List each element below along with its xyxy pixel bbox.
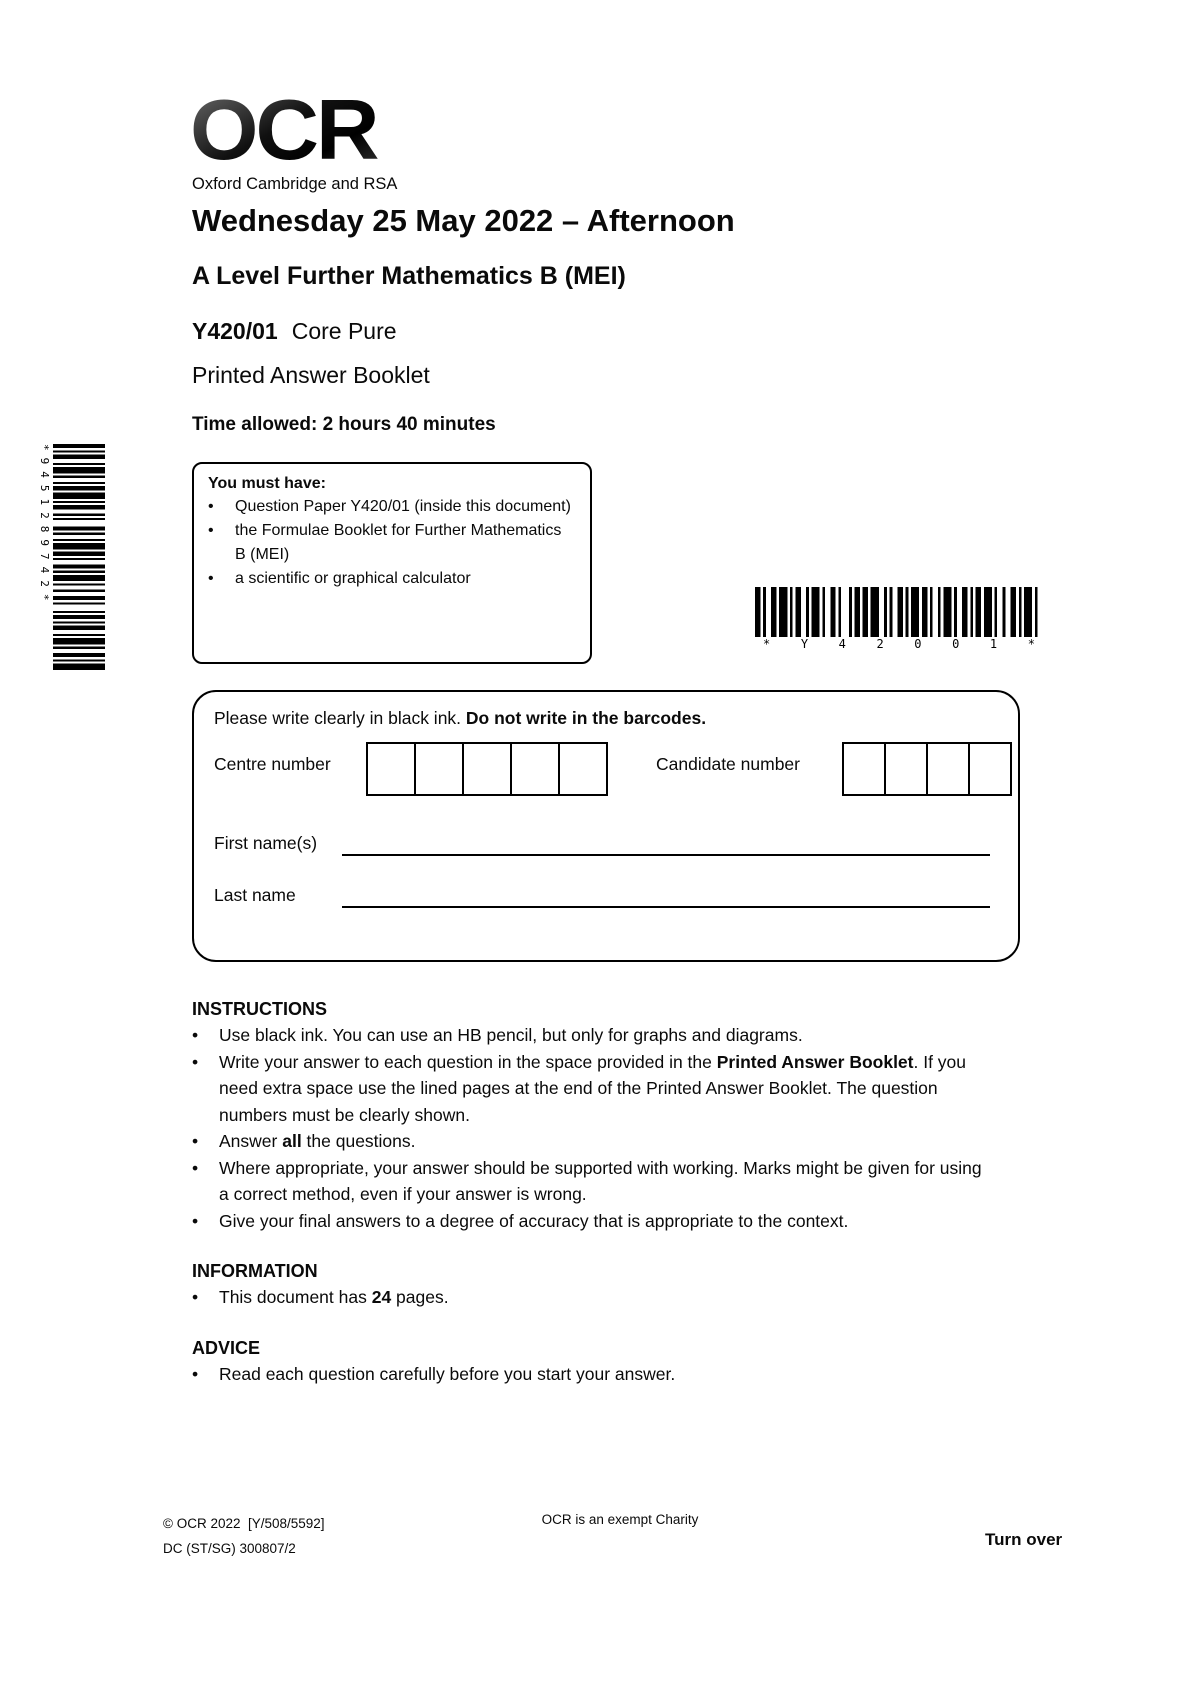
instructions-heading: INSTRUCTIONS [192, 999, 327, 1019]
advice-heading: ADVICE [192, 1337, 261, 1358]
candidate-details-box [192, 690, 1020, 962]
barcode-char: * [763, 637, 771, 651]
text-run: pages. [391, 1287, 449, 1307]
barcode-vertical [38, 444, 105, 672]
candidate-number-cells [842, 742, 1012, 796]
text-run: Question Paper Y420/01 (inside this document) [235, 498, 571, 515]
ocr-logo [190, 81, 398, 194]
text-run: . If you need extra space use the lined pages at the end of the Printed Answer Booklet. The question numbers must be clearly shown. [219, 1051, 967, 1125]
text-run: This document has [219, 1287, 372, 1307]
bullet-item [192, 1049, 994, 1129]
must-have-heading: You must have: [208, 475, 326, 492]
candidate-number-cell[interactable] [884, 742, 928, 796]
bullet-text [219, 1128, 994, 1155]
text-run: Where appropriate, your answer should be supported with working. Marks might be given for using a correct method, even if your answer is wrong. [219, 1157, 982, 1204]
barcode-horizontal [755, 587, 1043, 651]
advice-list [192, 1361, 994, 1388]
last-name-field[interactable] [342, 878, 990, 908]
bullet-marker: • [208, 570, 214, 587]
bullet-text [219, 1155, 994, 1208]
paper-line [192, 318, 397, 345]
bullet-text [235, 519, 576, 567]
barcode-char: 2 [876, 637, 884, 651]
bullet-marker: • [192, 1363, 199, 1384]
footer-imprint [163, 1512, 325, 1562]
text-run-bold: Do not write in the barcodes. [465, 708, 707, 728]
bullet-item [208, 519, 576, 567]
centre-number-cells [366, 742, 608, 796]
text-run: the questions. [301, 1131, 416, 1151]
last-name-label: Last name [214, 885, 296, 905]
barcode-char: 1 [989, 637, 998, 651]
bullet-text [219, 1049, 994, 1129]
bullet-text [219, 1361, 994, 1388]
text-run-bold: Printed Answer Booklet [716, 1051, 914, 1072]
candidate-number-cell[interactable] [968, 742, 1012, 796]
text-run: Use black ink. You can use an HB pencil, but only for graphs and diagrams. [219, 1025, 803, 1045]
bullet-item [208, 567, 576, 591]
barcode-horizontal-bars [755, 587, 1043, 637]
text-run-bold: 24 [371, 1287, 392, 1307]
bullet-marker: • [192, 1025, 199, 1045]
advice-section [192, 1335, 994, 1388]
bullet-marker: • [192, 1210, 199, 1231]
first-name-label: First name(s) [214, 833, 318, 853]
text-run: the Formulae Booklet for Further Mathematics B (MEI) [235, 522, 562, 563]
first-name-row [214, 826, 990, 856]
text-run: Write your answer to each question in the space provided in the [219, 1051, 717, 1072]
bullet-marker: • [192, 1051, 199, 1072]
bullet-text [219, 1208, 994, 1235]
text-run: Read each question carefully before you start your answer. [219, 1363, 676, 1384]
ink-notice [214, 708, 706, 729]
page-title: Wednesday 25 May 2022 – Afternoon [192, 203, 735, 238]
text-run: a scientific or graphical calculator [235, 570, 471, 587]
bullet-text [219, 1022, 994, 1049]
instructions-list [192, 1022, 994, 1234]
bullet-item [208, 495, 576, 519]
centre-number-label: Centre number [214, 754, 331, 774]
information-section [192, 1258, 994, 1311]
text-run: Give your final answers to a degree of accuracy that is appropriate to the context. [219, 1210, 849, 1231]
barcode-char: * [1027, 637, 1035, 651]
first-name-field[interactable] [342, 826, 990, 856]
turn-over-label: Turn over [985, 1530, 1063, 1549]
ocr-logo-text: OCR [190, 89, 397, 170]
paper-code: Y420/01 [192, 318, 278, 344]
information-list [192, 1284, 994, 1311]
bullet-marker: • [192, 1157, 199, 1178]
time-allowed: Time allowed: 2 hours 40 minutes [192, 414, 496, 435]
centre-number-cell[interactable] [414, 742, 464, 796]
bullet-marker: • [192, 1287, 199, 1307]
barcode-char: 4 [838, 637, 846, 651]
barcode-char: Y [800, 637, 809, 651]
bullet-text [235, 495, 576, 519]
barcode-vertical-text: *9451289742* [38, 444, 51, 608]
candidate-number-cell[interactable] [842, 742, 886, 796]
bullet-item [192, 1128, 994, 1155]
footer-dc-code: DC (ST/SG) 300807/2 [163, 1540, 296, 1556]
footer-charity: OCR is an exempt Charity [541, 1512, 699, 1527]
instructions-section [192, 996, 994, 1234]
centre-number-cell[interactable] [366, 742, 416, 796]
barcode-vertical-bars [53, 444, 105, 672]
candidate-number-label: Candidate number [656, 754, 800, 774]
barcode-char: 0 [952, 637, 960, 651]
bullet-item [192, 1155, 994, 1208]
bullet-marker: • [208, 498, 214, 515]
information-heading: INFORMATION [192, 1261, 318, 1281]
qualification-title: A Level Further Mathematics B (MEI) [192, 262, 626, 290]
text-run: Please write clearly in black ink. [214, 708, 466, 728]
candidate-number-cell[interactable] [926, 742, 970, 796]
bullet-marker: • [208, 522, 214, 539]
body-sections [192, 996, 994, 1387]
text-run: Answer [219, 1131, 283, 1151]
footer-copyright: © OCR 2022 [Y/508/5592] [163, 1516, 325, 1531]
bullet-item [192, 1361, 994, 1388]
ocr-logo-subtitle: Oxford Cambridge and RSA [192, 174, 398, 193]
bullet-item [192, 1022, 994, 1049]
centre-number-cell[interactable] [462, 742, 512, 796]
booklet-type: Printed Answer Booklet [192, 362, 430, 388]
paper-name: Core Pure [291, 318, 397, 344]
text-run-bold: all [282, 1131, 302, 1151]
centre-number-cell[interactable] [558, 742, 608, 796]
bullet-text [235, 567, 576, 591]
centre-number-cell[interactable] [510, 742, 560, 796]
bullet-marker: • [192, 1131, 199, 1151]
must-have-list [208, 495, 576, 591]
bullet-text [219, 1284, 994, 1311]
barcode-char: 0 [914, 637, 922, 651]
bullet-item [192, 1284, 994, 1311]
last-name-row [214, 878, 990, 908]
barcode-horizontal-text [755, 637, 1043, 651]
bullet-item [192, 1208, 994, 1235]
must-have-box [192, 462, 592, 664]
